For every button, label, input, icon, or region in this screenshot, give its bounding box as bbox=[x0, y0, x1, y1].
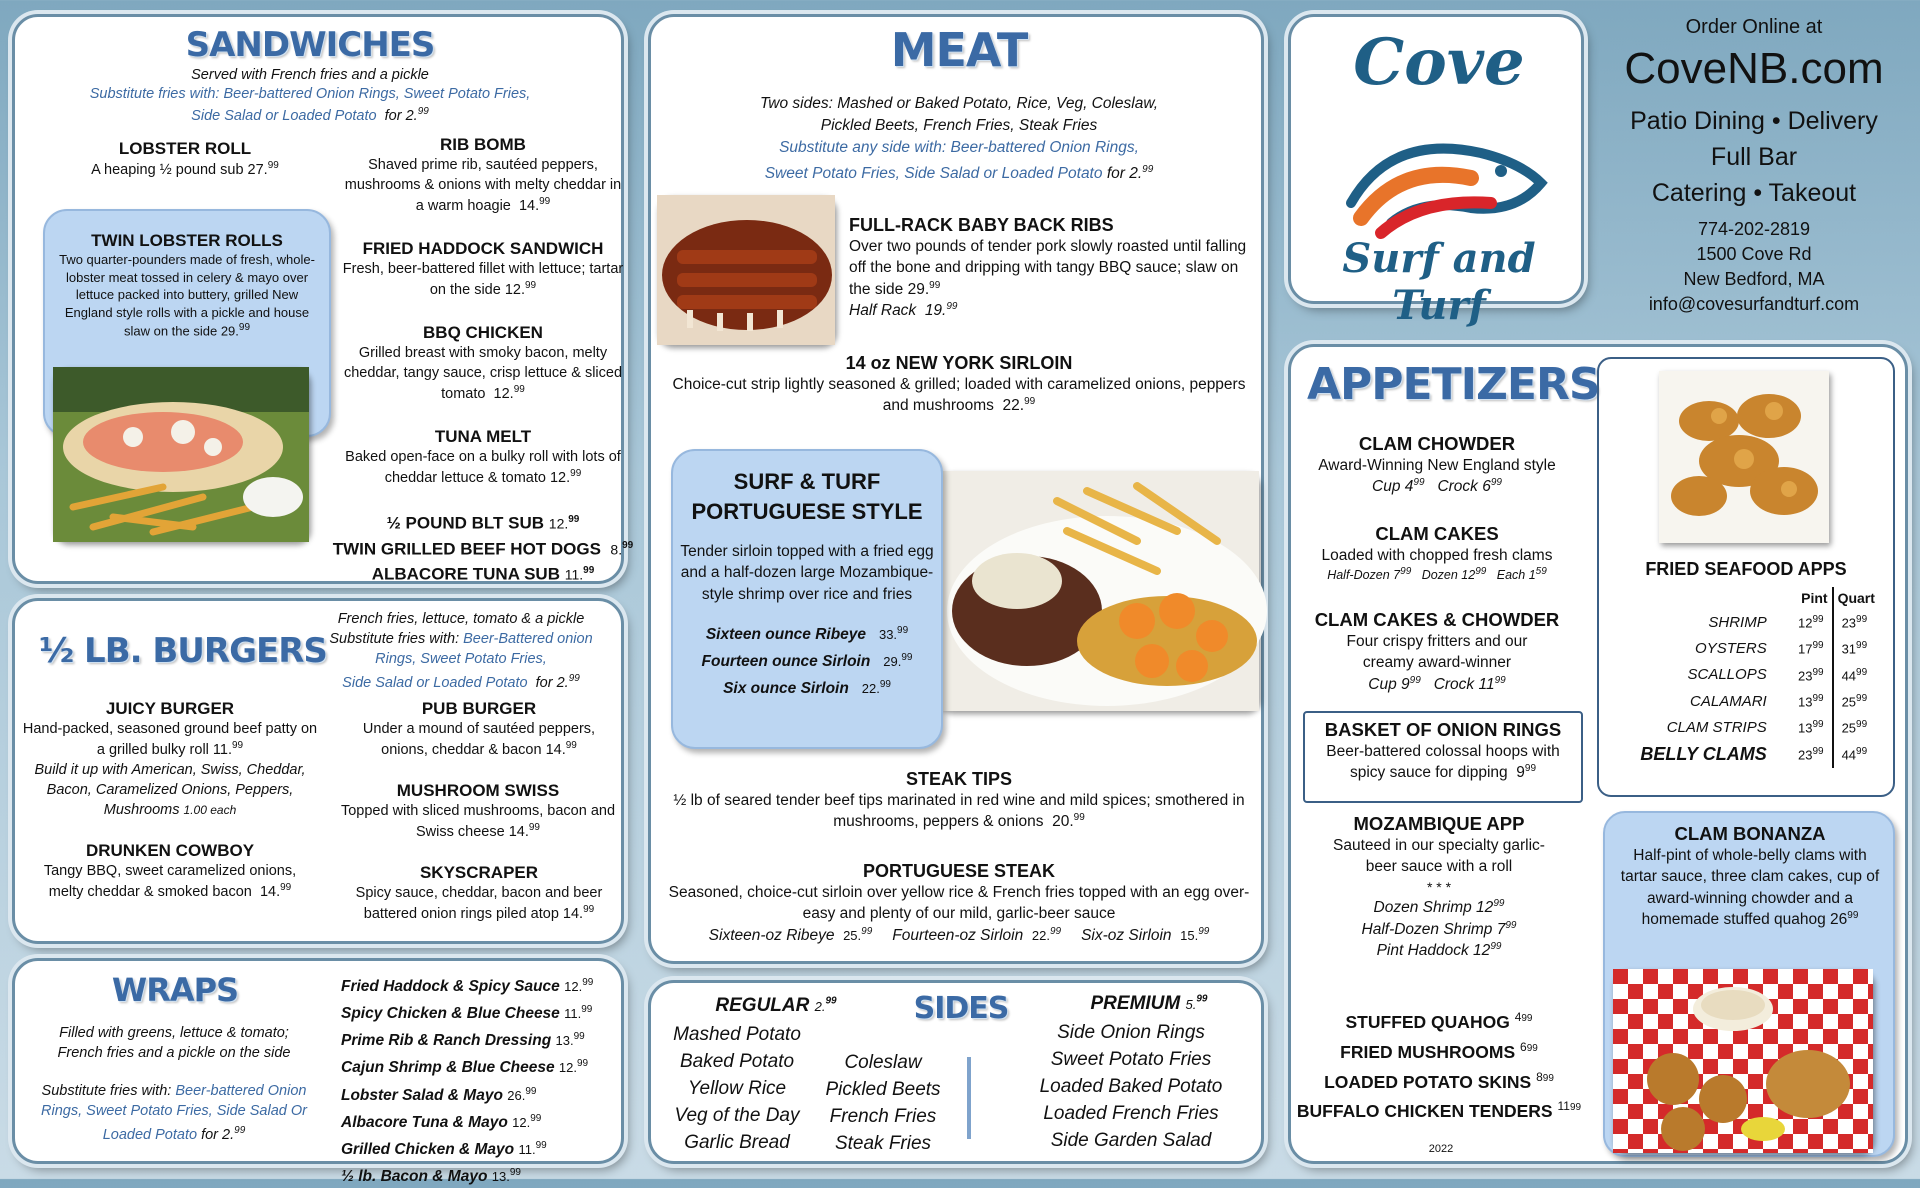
fried-table-row: CALAMARI $13^{99}$ $25^{99}$ bbox=[1605, 688, 1889, 714]
menu-item-skyscraper: SKYSCRAPER Spicy sauce, cheddar, bacon and beer battered onion rings piled atop 14.99 bbox=[355, 863, 603, 922]
wrap-item: ½ lb. Bacon & Mayo 13.99 bbox=[341, 1167, 521, 1186]
menu-item-steak-tips: STEAK TIPS ½ lb of seared tender beef tips marinated in red wine and mild spices; smothered in mushrooms, peppers & onions 20.99 bbox=[673, 769, 1245, 831]
portuguese-option: Sixteen-oz Ribeye 25.99 bbox=[708, 925, 873, 944]
surf-turf-option: Sixteen ounce Ribeye 33.99 bbox=[705, 625, 909, 644]
menu-item-tuna-sub: ALBACORE TUNA SUB 11.99 bbox=[371, 564, 595, 584]
fish-logo-icon bbox=[1331, 103, 1551, 243]
fried-table-row: CLAM STRIPS $13^{99}$ $25^{99}$ bbox=[1605, 714, 1889, 740]
menu-year: 2022 bbox=[1428, 1143, 1454, 1155]
side-item: Loaded French Fries bbox=[1043, 1103, 1219, 1124]
sandwiches-substitute-line1: Substitute fries with: Beer-battered Onion Rings, Sweet Potato Fries, bbox=[89, 86, 531, 102]
menu-item-surf-turf: SURF & TURF PORTUGUESE STYLE Tender sirloin topped with a fried egg and a half-dozen large Mozambique-style shrimp over rice and fries Sixteen ounce Ribeye 33.99 Fourteen ounce Sirloin 29.99 Six ounce Sirloin 22.99 bbox=[675, 467, 939, 701]
side-item: Yellow Rice bbox=[687, 1078, 787, 1099]
side-item: Baked Potato bbox=[679, 1051, 795, 1072]
side-item: Loaded Baked Potato bbox=[1039, 1076, 1223, 1097]
side-item: Veg of the Day bbox=[674, 1105, 800, 1126]
wraps-title: WRAPS bbox=[111, 971, 239, 1009]
portuguese-option: Fourteen-oz Sirloin 22.99 bbox=[892, 925, 1062, 944]
menu-item-mozambique-app: MOZAMBIQUE APP Sauteed in our specialty garlic-beer sauce with a roll * * * Dozen Shrimp $12^{99}$ Half-Dozen Shrimp $7^{99}$ Pint Haddock $12^{99}$ bbox=[1333, 813, 1545, 960]
menu-item-clam-cakes-chowder: CLAM CAKES & CHOWDER Four crispy fritters and our creamy award-winner Cup $9^{99}$ Crock $11^{99}$ bbox=[1314, 609, 1560, 693]
menu-item-blt-sub: ½ POUND BLT SUB 12.99 bbox=[386, 513, 580, 533]
wraps-substitute: Substitute fries with: Beer-battered Onion Rings, Sweet Potato Fries, Side Salad Or Loaded Potato for 2.99 bbox=[41, 1083, 307, 1143]
wrap-item: Fried Haddock & Spicy Sauce 12.99 bbox=[341, 977, 594, 996]
website-link[interactable]: CoveNB.com bbox=[1624, 44, 1884, 93]
burgers-panel bbox=[12, 598, 624, 944]
sandwiches-substitute-line2: Side Salad or Loaded Potato for 2.99 bbox=[191, 106, 429, 124]
side-item: Side Garden Salad bbox=[1050, 1130, 1212, 1151]
menu-item-pub-burger: PUB BURGER Under a mound of sautéed peppers, onions, cheddar & bacon 14.99 bbox=[362, 699, 596, 758]
logo-cove: Cove bbox=[1353, 25, 1525, 100]
clam-bonanza-photo bbox=[1613, 969, 1873, 1153]
contact-info bbox=[1600, 16, 1908, 317]
surf-turf-option: Six ounce Sirloin 22.99 bbox=[723, 679, 891, 698]
wrap-item: Grilled Chicken & Mayo 11.99 bbox=[341, 1139, 547, 1159]
wrap-item: Cajun Shrimp & Blue Cheese 12.99 bbox=[341, 1058, 589, 1077]
menu-item-fried-haddock: FRIED HADDOCK SANDWICH Fresh, beer-battered fillet with lettuce; tartar on the side 12.99 bbox=[342, 239, 624, 298]
meat-panel bbox=[648, 14, 1264, 964]
logo-panel bbox=[1288, 14, 1584, 329]
meat-title: MEAT bbox=[890, 23, 1028, 77]
sandwiches-extras bbox=[331, 509, 635, 586]
sides-divider bbox=[967, 1057, 971, 1139]
services-line1: Patio Dining • Delivery bbox=[1630, 107, 1878, 135]
menu-item-portuguese-steak: PORTUGUESE STEAK Seasoned, choice-cut sirloin over yellow rice & French fries topped with an egg over-easy and plenty of our mild, garlic-beer sauce Sixteen-oz Ribeye 25.99 Fourteen-oz Sirloin 22.99 Six-oz Sirloin 15.99 bbox=[661, 861, 1257, 946]
address-line2: New Bedford, MA bbox=[1683, 269, 1825, 289]
portuguese-steak-options bbox=[661, 925, 1257, 947]
surf-turf-option: Fourteen ounce Sirloin 29.99 bbox=[701, 652, 913, 671]
appetizer-extras bbox=[1293, 1005, 1585, 1124]
sides-panel bbox=[648, 980, 1264, 1164]
side-item: Pickled Beets bbox=[825, 1079, 941, 1100]
sides-premium-label: PREMIUM 5.99 bbox=[1090, 993, 1208, 1014]
sides-title: SIDES bbox=[913, 991, 1009, 1026]
menu-item-drunken-cowboy: DRUNKEN COWBOY Tangy BBQ, sweet caramelized onions, melty cheddar & smoked bacon 14.99 bbox=[43, 841, 297, 900]
side-item: Mashed Potato bbox=[673, 1024, 801, 1045]
fried-table-header: Pint Quart bbox=[1605, 587, 1889, 609]
menu-item-tuna-melt: TUNA MELT Baked open-face on a bulky roll with lots of cheddar lettuce & tomato 12.99 bbox=[345, 427, 621, 486]
side-item: Sweet Potato Fries bbox=[1050, 1049, 1212, 1070]
appetizers-panel bbox=[1288, 344, 1908, 1164]
lobster-roll-photo bbox=[53, 367, 309, 542]
wraps-panel bbox=[12, 958, 624, 1186]
wrap-item: Spicy Chicken & Blue Cheese 11.99 bbox=[341, 1004, 593, 1023]
portuguese-option: Six-oz Sirloin 15.99 bbox=[1081, 925, 1210, 944]
menu-item-lobster-roll: LOBSTER ROLL A heaping ½ pound sub 27.99 bbox=[91, 139, 279, 178]
services-line3: Catering • Takeout bbox=[1651, 179, 1857, 207]
wrap-item: Lobster Salad & Mayo 26.99 bbox=[341, 1085, 537, 1104]
sandwiches-title: SANDWICHES bbox=[185, 25, 435, 65]
side-item: Garlic Bread bbox=[684, 1132, 790, 1153]
sandwiches-panel bbox=[12, 14, 634, 584]
burgers-title: ½ LB. BURGERS bbox=[39, 631, 327, 671]
side-item: Side Onion Rings bbox=[1057, 1022, 1205, 1043]
surf-turf-photo bbox=[937, 471, 1259, 711]
appetizers-title: APPETIZERS bbox=[1307, 359, 1600, 410]
appetizer-item: LOADED POTATO SKINS $^{899}$ bbox=[1324, 1069, 1554, 1092]
sides-premium-list bbox=[1003, 1019, 1259, 1154]
wrap-item: Albacore Tuna & Mayo 12.99 bbox=[341, 1112, 542, 1131]
menu-item-baby-back-ribs: FULL-RACK BABY BACK RIBS Over two pounds of tender pork slowly roasted until falling off the bone and dripping with tangy BBQ sauce; slaw on the side 29.99 Half Rack 19.99 bbox=[849, 215, 1247, 320]
meat-sides-info: Two sides: Mashed or Baked Potato, Rice, Veg, Coleslaw, Pickled Beets, French Fries, Steak Fries Substitute any side with: Beer-battered Onion Rings, Sweet Potato Fries, Side Salad or Loaded Potato for 2.99 bbox=[759, 95, 1159, 183]
fried-seafood-title: FRIED SEAFOOD APPS bbox=[1645, 559, 1847, 579]
menu-item-clam-cakes: CLAM CAKES Loaded with chopped fresh clams Half-Dozen $7^{99}$ Dozen $12^{99}$ Each $1^{59}$ bbox=[1321, 523, 1553, 583]
appetizer-item: BUFFALO CHICKEN TENDERS $^{1199}$ bbox=[1296, 1099, 1582, 1122]
menu-item-rib-bomb: RIB BOMB Shaved prime rib, sautéed peppers, mushrooms & onions with melty cheddar in a warm hoagie 14.99 bbox=[344, 135, 622, 214]
sides-regular-label: REGULAR 2.99 bbox=[715, 995, 837, 1016]
appetizer-item: FRIED MUSHROOMS $^{699}$ bbox=[1340, 1039, 1538, 1062]
fried-seafood-table bbox=[1605, 587, 1889, 768]
surf-turf-options bbox=[675, 619, 939, 700]
address-line1: 1500 Cove Rd bbox=[1696, 244, 1812, 264]
menu-item-onion-rings: BASKET OF ONION RINGS Beer-battered colossal hoops with spicy sauce for dipping $9^{99}$ bbox=[1303, 711, 1583, 803]
order-online-label: Order Online at bbox=[1685, 16, 1823, 38]
wraps-list bbox=[341, 971, 621, 1188]
ribs-photo bbox=[657, 195, 835, 345]
menu-item-beef-hot-dogs: TWIN GRILLED BEEF HOT DOGS 8.99 bbox=[332, 539, 634, 559]
fried-seafood-photo bbox=[1659, 371, 1829, 543]
fried-table-row: SCALLOPS $23^{99}$ $44^{99}$ bbox=[1605, 662, 1889, 688]
phone-number[interactable]: 774-202-2819 bbox=[1697, 219, 1811, 239]
menu-item-mushroom-swiss: MUSHROOM SWISS Topped with sliced mushrooms, bacon and Swiss cheese 14.99 bbox=[340, 781, 616, 840]
sandwiches-subtitle: Served with French fries and a pickle bbox=[191, 67, 429, 83]
menu-item-ny-sirloin: 14 oz NEW YORK SIRLOIN Choice-cut strip lightly seasoned & grilled; loaded with caramelized onions, peppers and mushrooms 22.99 bbox=[672, 353, 1246, 415]
side-item: Steak Fries bbox=[834, 1133, 932, 1154]
sides-regular-col2 bbox=[805, 1049, 961, 1157]
services-line2: Full Bar bbox=[1710, 143, 1798, 171]
menu-item-clam-bonanza: CLAM BONANZA Half-pint of whole-belly clams with tartar sauce, three clam cakes, cup of award-winning chowder and a homemade stuffed quahog $26^{99}$ bbox=[1620, 823, 1880, 929]
side-item: Coleslaw bbox=[844, 1052, 922, 1073]
fried-table-row: SHRIMP $12^{99}$ $23^{99}$ bbox=[1605, 609, 1889, 635]
menu-item-clam-chowder: CLAM CHOWDER Award-Winning New England style Cup $4^{99}$ Crock $6^{99}$ bbox=[1318, 433, 1556, 496]
burgers-subtitle: French fries, lettuce, tomato & a pickle Substitute fries with: Beer-Battered onion Rings, Sweet Potato Fries, Side Salad or Loaded Potato for 2.99 bbox=[329, 611, 593, 691]
email-link[interactable]: info@covesurfandturf.com bbox=[1648, 294, 1860, 314]
logo-surf-and-turf: Surf and Turf bbox=[1342, 235, 1536, 329]
side-item: French Fries bbox=[829, 1106, 937, 1127]
menu-item-bbq-chicken: BBQ CHICKEN Grilled breast with smoky bacon, melty cheddar, tangy sauce, crisp lettuce & sliced tomato 12.99 bbox=[343, 323, 623, 402]
wraps-description: Filled with greens, lettuce & tomato; French fries and a pickle on the side bbox=[57, 1025, 291, 1061]
appetizer-item: STUFFED QUAHOG $^{499}$ bbox=[1345, 1010, 1533, 1032]
fried-table-row: OYSTERS $17^{99}$ $31^{99}$ bbox=[1605, 635, 1889, 661]
wrap-item: Prime Rib & Ranch Dressing 13.99 bbox=[341, 1031, 585, 1050]
menu-item-twin-lobster-rolls: TWIN LOBSTER ROLLS Two quarter-pounders made of fresh, whole-lobster meat tossed in celery & mayo over lettuce packed into buttery, grilled New England style rolls with a pickle and house slaw on the side 29.99 bbox=[59, 231, 315, 339]
menu-item-juicy-burger: JUICY BURGER Hand-packed, seasoned ground beef patty on a grilled bulky roll 11.99 Build it up with American, Swiss, Cheddar, Bacon, Caramelized Onions, Peppers, Mushrooms 1.00 each bbox=[22, 699, 318, 818]
fried-table-row: BELLY CLAMS $23^{99}$ $44^{99}$ bbox=[1605, 741, 1889, 768]
sides-regular-col1 bbox=[653, 1021, 821, 1156]
